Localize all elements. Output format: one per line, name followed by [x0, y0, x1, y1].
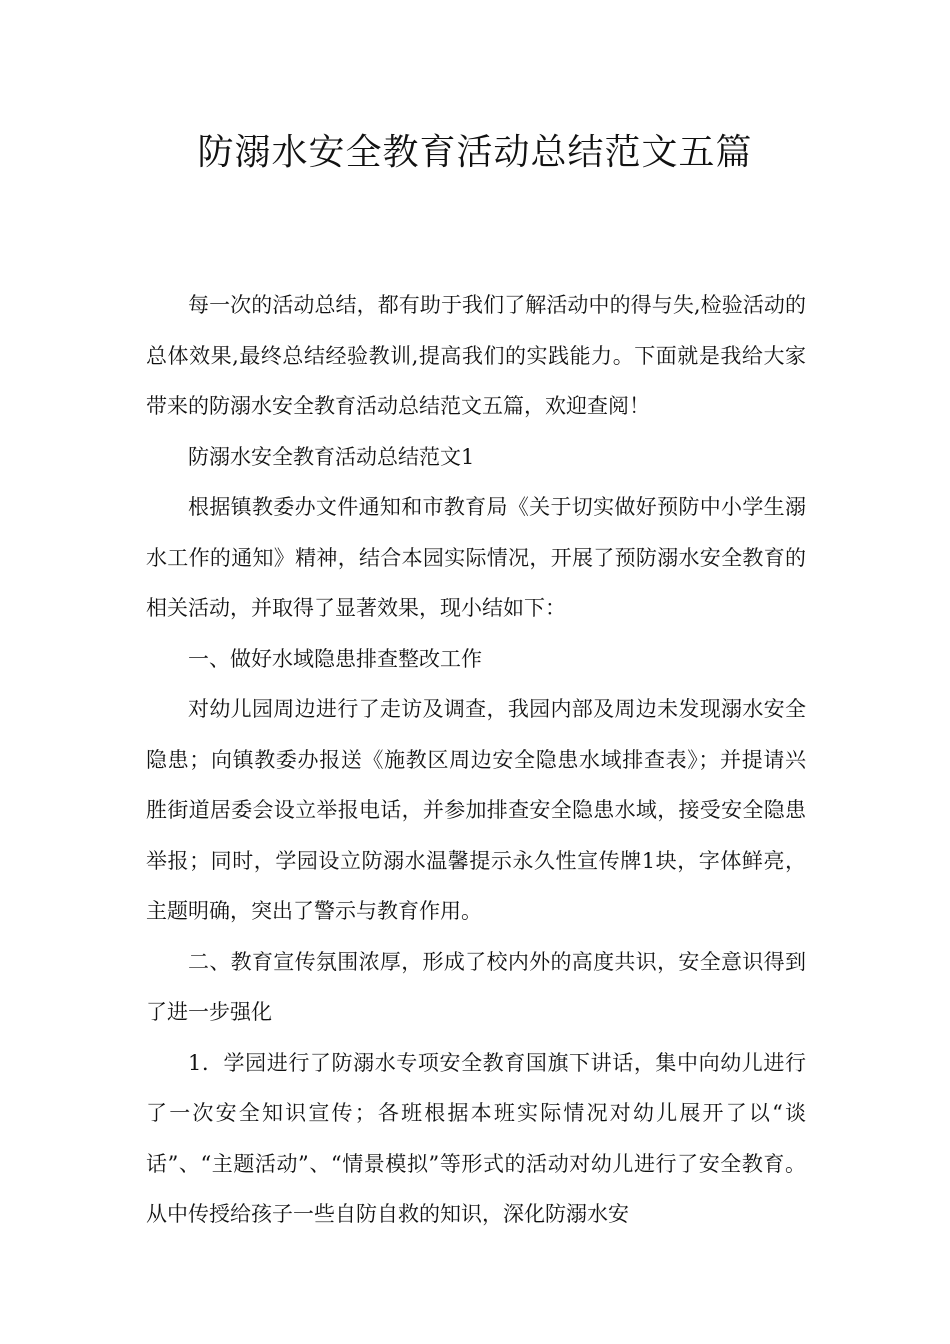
subheading-2: 二、教育宣传氛围浓厚，形成了校内外的高度共识，安全意识得到了进一步强化 [146, 949, 806, 1024]
body-paragraph: 对幼儿园周边进行了走访及调查，我园内部及周边未发现溺水安全隐患；向镇教委办报送《施教区周边安全隐患水域排查表》；并提请兴胜街道居委会设立举报电话，并参加排查安全隐患水域，接受安全隐患举报；同时，学园设立防溺水温馨提示永久性宣传牌1块，字体鲜亮，主题明确，突出了警示与教育作用。 [146, 697, 806, 923]
body-paragraph: 1．学园进行了防溺水专项安全教育国旗下讲话，集中向幼儿进行了一次安全知识宣传；各班根据本班实际情况对幼儿展开了以“谈话”、“主题活动”、“情景模拟”等形式的活动对幼儿进行了安全教育。从中传授给孩子一些自防自救的知识，深化防溺水安 [146, 1050, 806, 1226]
document-body [146, 280, 806, 1240]
section-heading-1: 防溺水安全教育活动总结范文1 [188, 444, 475, 469]
intro-paragraph: 每一次的活动总结，都有助于我们了解活动中的得与失,检验活动的总体效果,最终总结经验教训,提高我们的实践能力。下面就是我给大家带来的防溺水安全教育活动总结范文五篇，欢迎查阅！ [146, 293, 806, 418]
body-paragraph: 根据镇教委办文件通知和市教育局《关于切实做好预防中小学生溺水工作的通知》精神，结合本园实际情况，开展了预防溺水安全教育的相关活动，并取得了显著效果，现小结如下： [146, 495, 806, 620]
document-title: 防溺水安全教育活动总结范文五篇 [197, 132, 753, 173]
subheading-1: 一、做好水域隐患排查整改工作 [188, 646, 482, 671]
